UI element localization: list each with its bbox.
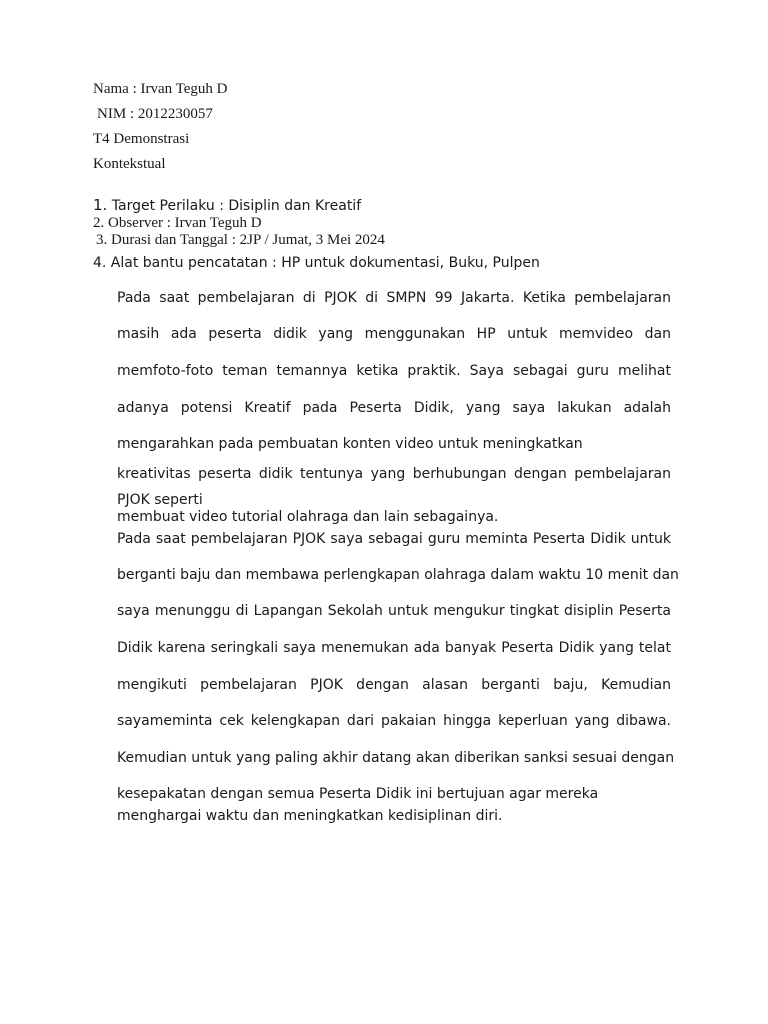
student-nim: NIM : 2012230057 <box>97 106 213 122</box>
item-duration-date: 3. Durasi dan Tanggal : 2JP / Jumat, 3 Mei 2024 <box>96 232 385 248</box>
item-target-behavior <box>93 196 361 216</box>
paragraph-line: Kemudian untuk yang paling akhir datang akan diberikan sanksi sesuai dengan <box>117 750 675 766</box>
item-number: 1. <box>93 196 108 214</box>
item-recording-tools: 4. Alat bantu pencatatan : HP untuk dokumentasi, Buku, Pulpen <box>93 255 540 271</box>
paragraph-line: kesepakatan dengan semua Peserta Didik ini bertujuan agar mereka <box>117 786 599 802</box>
paragraph-line: masih ada peserta didik yang menggunakan HP untuk memvideo dan <box>117 326 671 342</box>
paragraph-line: saya menunggu di Lapangan Sekolah untuk mengukur tingkat disiplin Peserta <box>117 603 671 619</box>
paragraph-line: sayameminta cek kelengkapan dari pakaian hingga keperluan yang dibawa. <box>117 713 671 729</box>
paragraph-line: kreativitas peserta didik tentunya yang berhubungan dengan pembelajaran <box>117 466 671 482</box>
paragraph-line: Didik karena seringkali saya menemukan ada banyak Peserta Didik yang telat <box>117 640 671 656</box>
item-observer: 2. Observer : Irvan Teguh D <box>93 215 262 231</box>
paragraph-line: membuat video tutorial olahraga dan lain sebagainya. <box>117 509 499 525</box>
paragraph-line: menghargai waktu dan meningkatkan kedisiplinan diri. <box>117 808 503 824</box>
paragraph-line: Pada saat pembelajaran PJOK saya sebagai guru meminta Peserta Didik untuk <box>117 531 671 547</box>
assignment-title: T4 Demonstrasi <box>93 131 190 147</box>
paragraph-line: mengikuti pembelajaran PJOK dengan alasan berganti baju, Kemudian <box>117 677 671 693</box>
student-name: Nama : Irvan Teguh D <box>93 81 228 97</box>
paragraph-line: Pada saat pembelajaran di PJOK di SMPN 99 Jakarta. Ketika pembelajaran <box>117 290 671 306</box>
paragraph-line: mengarahkan pada pembuatan konten video untuk meningkatkan <box>117 436 583 452</box>
item-text: Target Perilaku : Disiplin dan Kreatif <box>111 198 362 214</box>
paragraph-line: adanya potensi Kreatif pada Peserta Didik, yang saya lakukan adalah <box>117 400 671 416</box>
paragraph-line: memfoto-foto teman temannya ketika praktik. Saya sebagai guru melihat <box>117 363 671 379</box>
paragraph-line: berganti baju dan membawa perlengkapan olahraga dalam waktu 10 menit dan <box>117 567 679 583</box>
paragraph-line: PJOK seperti <box>117 492 203 508</box>
assignment-type: Kontekstual <box>93 156 166 172</box>
